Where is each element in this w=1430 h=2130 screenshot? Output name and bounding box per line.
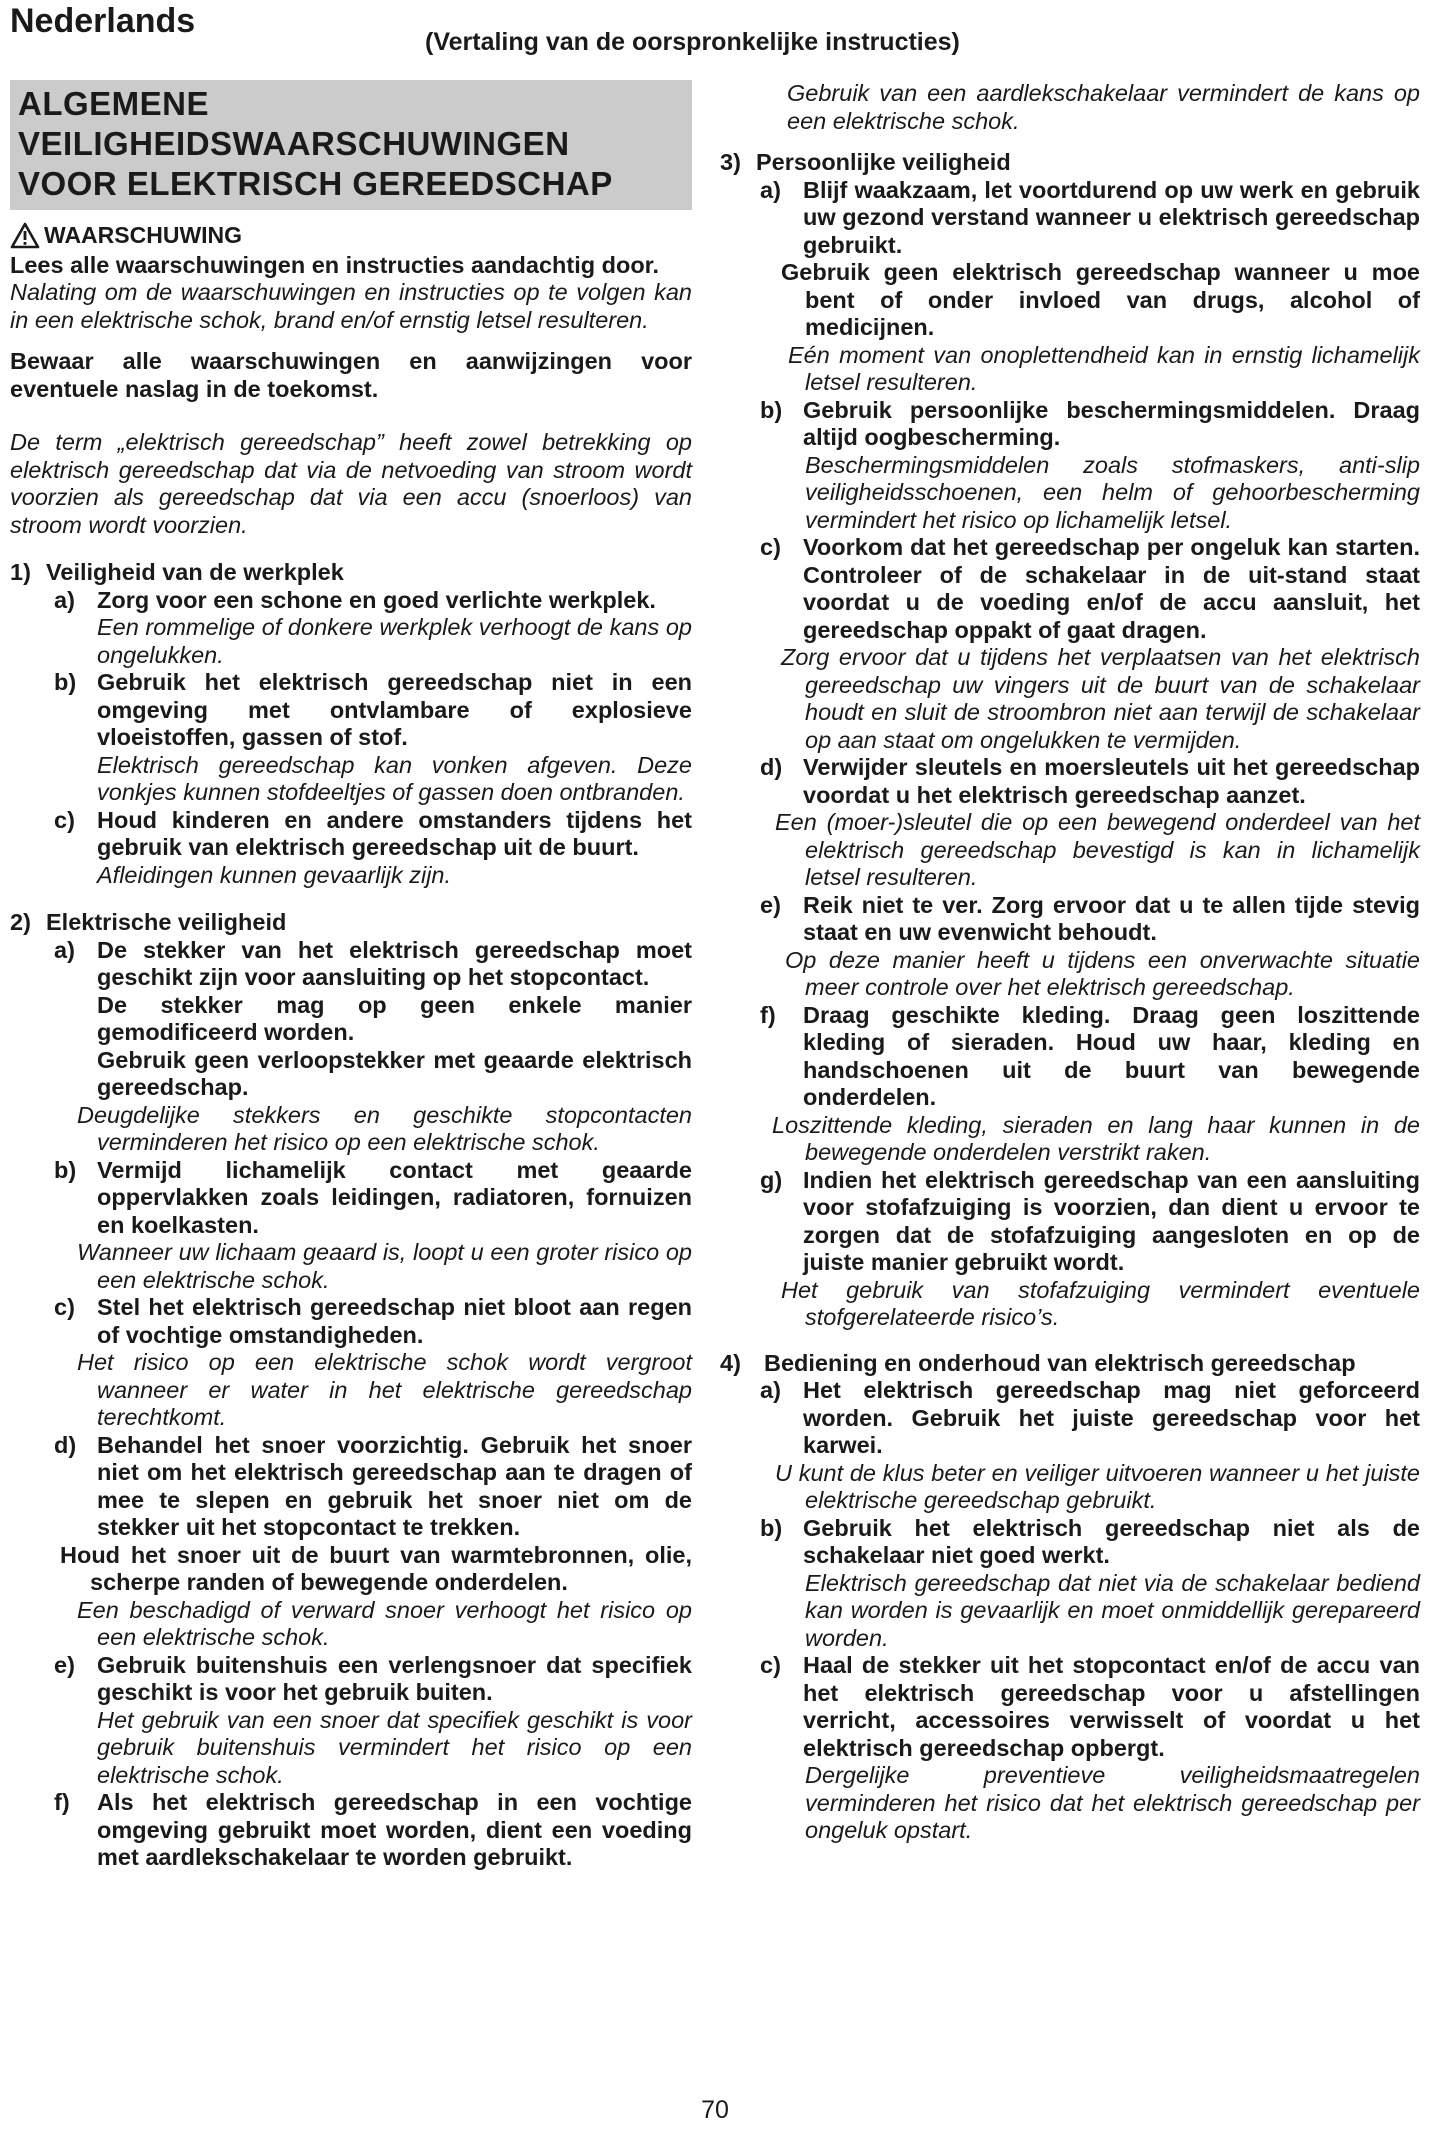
item-letter: a) [54,936,75,963]
item-instruction: Zorg voor een schone en goed verlichte werkplek. [97,586,656,613]
list-item [720,177,1420,260]
list-item [10,587,692,615]
item-explanation: Dergelijke preventieve veiligheidsmaatregelen verminderen het risico dat het elektrisch gereedschap per ongeluk opstart. [805,1762,1420,1843]
item-letter: a) [760,176,781,203]
item-explanation: U kunt de klus beter en veiliger uitvoeren wanneer u het juiste elektrische gereedschap gebruikt. [775,1459,1420,1513]
item-explanation: Een rommelige of donkere werkplek verhoogt de kans op ongelukken. [97,614,692,668]
item-instruction: Indien het elektrisch gereedschap van een aansluiting voor stofafzuiging is voorzien, dan dient u ervoor te zorgen dat de stofafzuiging aangesloten en op de juiste manier gebruikt wordt. [803,1166,1420,1275]
list-item [720,534,1420,644]
item-letter: c) [54,806,75,833]
list-item [10,1789,692,1872]
item-explanation: Elektrisch gereedschap kan vonken afgeven. Deze vonkjes kunnen stofdeeltjes of gassen doen ontbranden. [97,751,692,805]
item-instruction: Voorkom dat het gereedschap per ongeluk kan starten. Controleer of de schakelaar in de uit-stand staat voordat u de voeding en/of de accu aansluit, het gereedschap oppakt of gaat dragen. [803,534,1420,643]
section-number: 4) [720,1349,741,1376]
item-instruction: Als het elektrisch gereedschap in een vochtige omgeving gebruikt moet worden, dient een voeding met aardlekschakelaar te worden gebruikt. [97,1789,692,1870]
item-letter: f) [760,1001,776,1028]
right-column [720,80,1420,1845]
item-letter: e) [760,891,781,918]
warning-read: Lees alle waarschuwingen en instructies aandachtig door. [10,251,660,278]
section-number: 1) [10,559,31,585]
item-instruction: Reik niet te ver. Zorg ervoor dat u te allen tijde stevig staat en uw evenwicht behoudt. [803,891,1420,945]
warning-label: WAARSCHUWING [44,222,243,248]
item-explanation: Wanneer uw lichaam geaard is, loopt u een groter risico op een elektrische schok. [77,1239,692,1293]
item-letter: b) [54,669,77,695]
item-letter: a) [760,1377,781,1403]
list-item [10,937,692,992]
list-item [10,669,692,752]
section-number: 3) [720,149,741,175]
section-heading [720,1350,1420,1378]
item-instruction: Vermijd lichamelijk contact met geaarde oppervlakken zoals leidingen, radiatoren, fornuizen en koelkasten. [97,1156,692,1238]
list-item [720,1002,1420,1112]
section-title: Veiligheid van de werkplek [46,559,344,585]
item-explanation: Op deze manier heeft u tijdens een onverwachte situatie meer controle over het elektrisch gereedschap. [785,946,1420,1000]
item-explanation: Een (moer-)sleutel die op een bewegend onderdeel van het elektrisch gereedschap bevestigd is kan in lichamelijk letsel resulteren. [775,809,1420,890]
item-letter: b) [760,396,783,423]
list-item [10,807,692,862]
item-explanation: Elektrisch gereedschap dat niet via de schakelaar bediend kan worden is gevaarlijk en moet onmiddellijk gerepareerd worden. [805,1569,1420,1651]
item-extra: De stekker mag op geen enkele manier gemodificeerd worden. [97,991,692,1045]
warning-title [10,222,692,250]
banner-line: VOOR ELEKTRISCH GEREEDSCHAP [18,165,613,202]
list-item [720,1515,1420,1570]
item-extra: Houd het snoer uit de buurt van warmtebronnen, olie, scherpe randen of bewegende onderdelen. [60,1541,692,1595]
section-banner [10,80,692,210]
item-explanation: Zorg ervoor dat u tijdens het verplaatsen van het elektrisch gereedschap uw vingers uit de buurt van de schakelaar houdt en sluit de stroombron niet aan terwijl de schakelaar op aan staat om ongelukken te vermijden. [781,644,1420,753]
section-title: Bediening en onderhoud van elektrisch gereedschap [764,1349,1356,1376]
list-item [720,754,1420,809]
item-instruction: Gebruik buitenshuis een verlengsnoer dat specifiek geschikt is voor het gebruik buiten. [97,1651,692,1705]
item-letter: g) [760,1166,783,1193]
section-heading [10,559,692,587]
list-item [720,1167,1420,1277]
list-item [720,892,1420,947]
list-item [10,1432,692,1542]
item-instruction: Stel het elektrisch gereedschap niet bloot aan regen of vochtige omstandigheden. [97,1294,692,1348]
item-letter: b) [760,1514,783,1541]
item-letter: c) [760,534,781,560]
page-number: 70 [701,2096,729,2124]
item-explanation: Het gebruik van een snoer dat specifiek geschikt is voor gebruik buitenshuis vermindert het risico op een elektrische schok. [97,1706,692,1788]
item-instruction: Haal de stekker uit het stopcontact en/of de accu van het elektrisch gereedschap voor u afstellingen verricht, accessoires verwisselt of voordat u het elektrisch gereedschap opbergt. [803,1652,1420,1761]
item-explanation: Afleidingen kunnen gevaarlijk zijn. [97,861,452,888]
list-item [720,397,1420,452]
list-item [10,1652,692,1707]
list-item [720,1377,1420,1460]
list-item [10,1294,692,1349]
section-heading [720,149,1420,177]
item-letter: f) [54,1789,70,1815]
item-letter: d) [760,754,783,780]
warning-consequence: Nalating om de waarschuwingen en instructies op te volgen kan in een elektrische schok, brand en/of ernstig letsel resulteren. [10,279,692,333]
item-explanation: Gebruik van een aardlekschakelaar vermindert de kans op een elektrische schok. [787,80,1420,134]
item-explanation: Eén moment van onoplettendheid kan in ernstig lichamelijk letsel resulteren. [788,341,1420,395]
left-column [10,80,692,1872]
item-letter: a) [54,586,75,613]
item-letter: d) [54,1431,77,1458]
item-letter: c) [54,1294,75,1320]
item-explanation: Het gebruik van stofafzuiging vermindert eventuele stofgerelateerde risico’s. [781,1276,1420,1330]
warning-triangle-icon [10,222,40,249]
section-title: Persoonlijke veiligheid [756,149,1011,175]
item-instruction: Het elektrisch gereedschap mag niet geforceerd worden. Gebruik het juiste gereedschap voor het karwei. [803,1377,1420,1458]
section-title: Elektrische veiligheid [46,909,287,935]
item-instruction: Draag geschikte kleding. Draag geen loszittende kleding of sieraden. Houd uw haar, kleding en handschoenen uit de buurt van bewegende onderdelen. [803,1001,1420,1110]
item-letter: c) [760,1652,781,1678]
item-explanation: Het risico op een elektrische schok wordt vergroot wanneer er water in het elektrische gereedschap terechtkomt. [77,1349,692,1430]
item-extra: Gebruik geen elektrisch gereedschap wanneer u moe bent of onder invloed van drugs, alcohol of medicijnen. [781,259,1420,340]
item-letter: b) [54,1156,77,1183]
section-heading [10,909,692,937]
item-extra: Gebruik geen verloopstekker met geaarde elektrisch gereedschap. [97,1046,692,1100]
banner-line: VEILIGHEIDSWAARSCHUWINGEN [18,125,570,162]
warning-keep: Bewaar alle waarschuwingen en aanwijzingen voor eventuele naslag in de toekomst. [10,348,692,402]
item-instruction: De stekker van het elektrisch gereedschap moet geschikt zijn voor aansluiting op het stopcontact. [97,936,692,990]
item-explanation: Beschermingsmiddelen zoals stofmaskers, anti-slip veiligheidsschoenen, een helm of gehoorbescherming vermindert het risico op lichamelijk letsel. [805,451,1420,533]
item-instruction: Blijf waakzaam, let voortdurend op uw werk en gebruik uw gezond verstand wanneer u elektrisch gereedschap gebruikt. [803,176,1420,258]
translation-note: (Vertaling van de oorspronkelijke instructies) [425,28,960,56]
list-item [10,1157,692,1240]
item-explanation: Een beschadigd of verward snoer verhoogt het risico op een elektrische schok. [77,1596,692,1650]
item-explanation: Loszittende kleding, sieraden en lang haar kunnen in de bewegende onderdelen verstrikt raken. [772,1111,1420,1165]
item-instruction: Houd kinderen en andere omstanders tijdens het gebruik van elektrisch gereedschap uit de buurt. [97,806,692,860]
item-explanation: Deugdelijke stekkers en geschikte stopcontacten verminderen het risico op een elektrische schok. [77,1101,692,1155]
item-instruction: Behandel het snoer voorzichtig. Gebruik het snoer niet om het elektrisch gereedschap aan te dragen of mee te slepen en gebruik het snoer niet om de stekker uit het stopcontact te trekken. [97,1431,692,1540]
banner-line: ALGEMENE [18,85,210,122]
section-number: 2) [10,909,31,935]
term-definition: De term „elektrisch gereedschap” heeft zowel betrekking op elektrisch gereedschap dat via de netvoeding van stroom wordt voorzien als gereedschap dat via een accu (snoerloos) van stroom wordt voorzien. [10,429,692,538]
item-instruction: Gebruik het elektrisch gereedschap niet in een omgeving met ontvlambare of explosieve vloeistoffen, gassen of stof. [97,669,692,750]
item-instruction: Gebruik het elektrisch gereedschap niet als de schakelaar niet goed werkt. [803,1514,1420,1568]
item-instruction: Verwijder sleutels en moersleutels uit het gereedschap voordat u het elektrisch gereedschap aanzet. [803,754,1420,808]
item-letter: e) [54,1651,75,1678]
language-heading: Nederlands [10,2,196,40]
item-instruction: Gebruik persoonlijke beschermingsmiddelen. Draag altijd oogbescherming. [803,396,1420,450]
list-item [720,1652,1420,1762]
